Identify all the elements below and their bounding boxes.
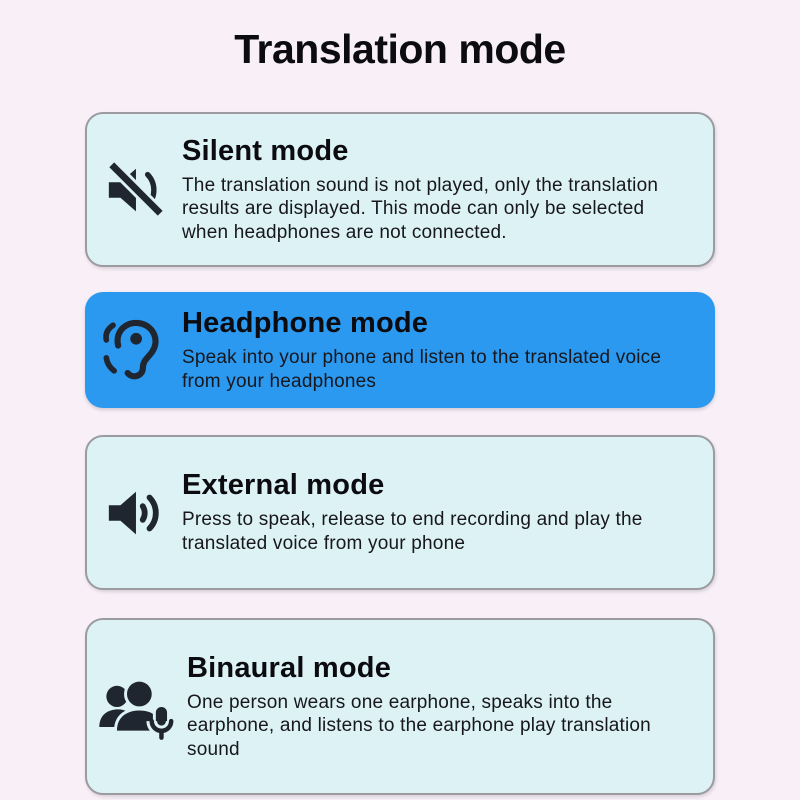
mode-title: Headphone mode [182, 306, 429, 339]
mode-title: Silent mode [182, 134, 349, 167]
speaker-icon [87, 482, 182, 544]
mode-description: Press to speak, release to end recording and play the translated voice from your phone [182, 509, 643, 554]
mode-title: Binaural mode [187, 651, 392, 684]
mode-description: One person wears one earphone, speaks into the earphone, and listens to the earphone play translation sound [187, 691, 651, 760]
mode-card-binaural[interactable] [85, 618, 715, 795]
page-title: Translation mode [234, 26, 566, 72]
mode-card-headphone[interactable] [85, 292, 715, 408]
mode-card-external[interactable] [85, 435, 715, 590]
listening-ear-icon [87, 314, 182, 386]
mode-card-silent[interactable] [85, 112, 715, 267]
mode-title: External mode [182, 469, 385, 502]
muted-speaker-icon [87, 159, 182, 221]
two-people-microphone-icon [87, 674, 187, 740]
mode-description: The translation sound is not played, only the translation results are displayed. This mode can only be selected when headphones are not connected. [182, 174, 659, 243]
mode-description: Speak into your phone and listen to the translated voice from your headphones [182, 346, 662, 392]
